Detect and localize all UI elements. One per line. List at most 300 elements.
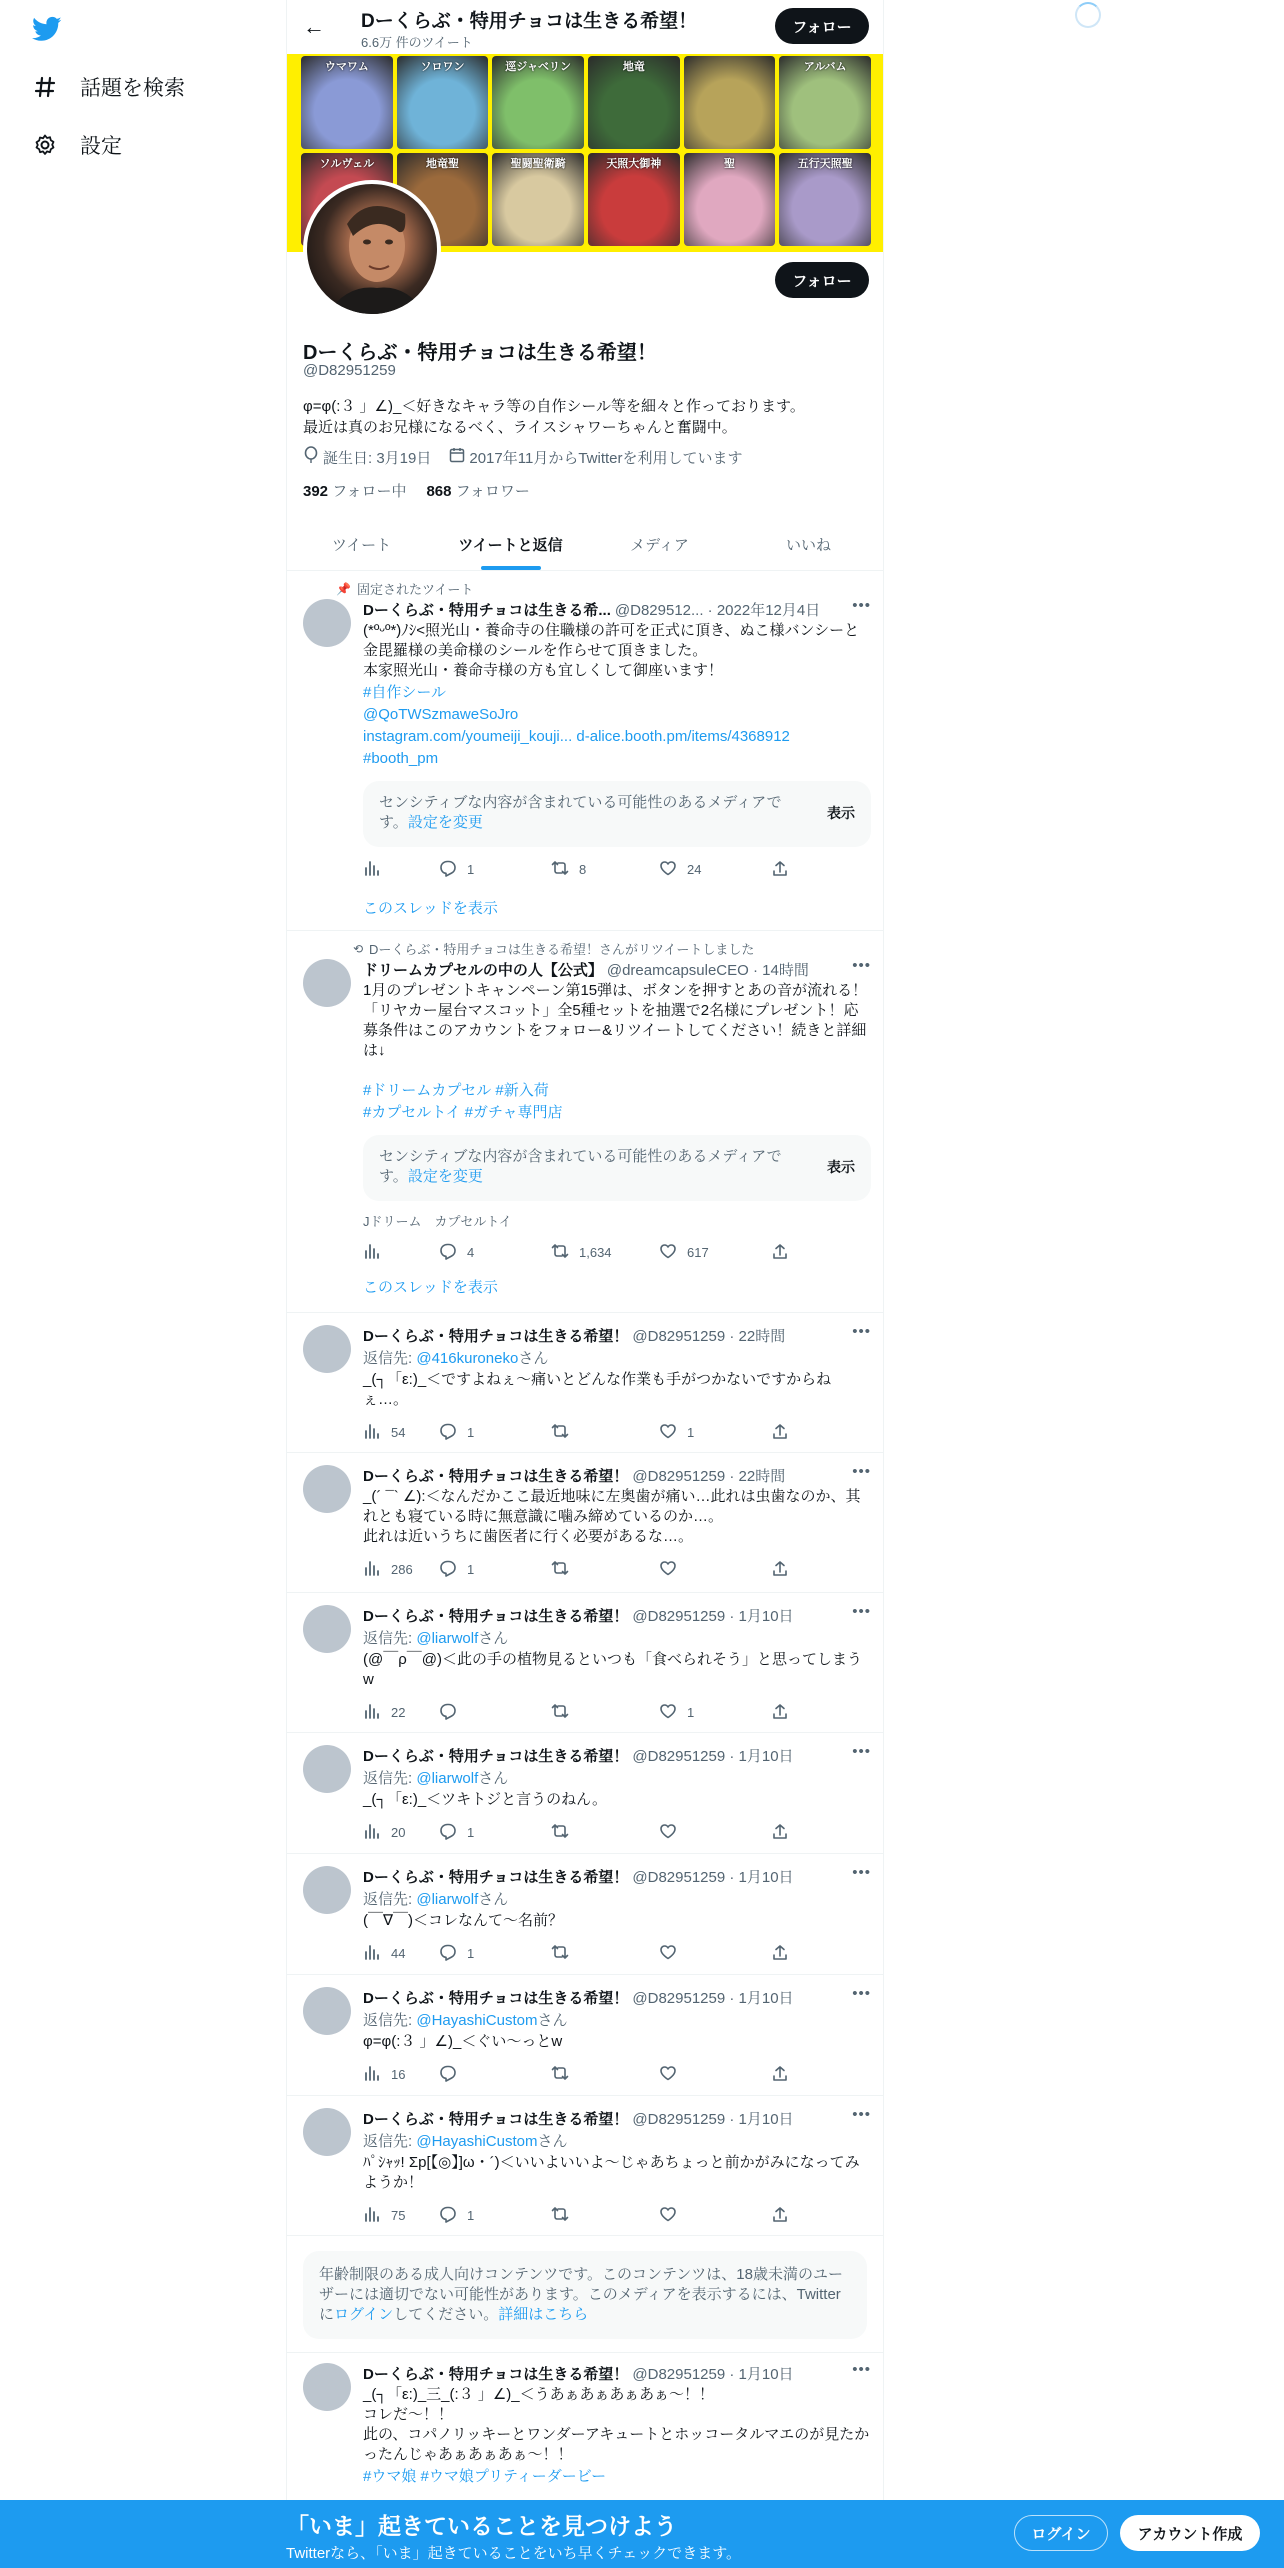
following-label: フォロー中 [332, 483, 407, 500]
tweet-actions [363, 1820, 871, 1844]
avatar[interactable] [303, 599, 351, 647]
tweet-header [363, 1987, 871, 2007]
reply-tweet[interactable] [287, 1733, 883, 1854]
banner-sticker-card [397, 56, 489, 149]
retweet-context-label: Dーくらぶ・特用チョコは生きる希望！さんがリツイートしました [369, 942, 755, 957]
tab-likes[interactable]: いいね [785, 536, 831, 554]
reply-suffix: さん [478, 1630, 509, 1647]
avatar[interactable] [303, 2108, 351, 2156]
pinned-context-label: 固定されたツイート [357, 582, 474, 597]
like-count: 1 [687, 1704, 695, 1720]
reply-prefix: 返信先: [363, 2012, 417, 2029]
like-icon [659, 1943, 677, 1964]
avatar[interactable] [303, 1987, 351, 2035]
reply-suffix: さん [478, 1770, 509, 1787]
tweet-meta[interactable]: @D82951259 · 1月10日 [632, 1748, 794, 1765]
like-icon [659, 1242, 677, 1263]
tweet-actions [363, 2062, 871, 2086]
reply-suffix: さん [537, 2133, 568, 2150]
more-icon[interactable]: ••• [852, 1864, 871, 1881]
reply-prefix: 返信先: [363, 1770, 417, 1787]
pinned-context [303, 579, 473, 598]
show-media-button[interactable]: 表示 [827, 805, 855, 821]
profile-tabs [287, 518, 883, 571]
banner-sticker-card [684, 153, 776, 246]
tweet-meta[interactable]: @D82951259 · 1月10日 [632, 1990, 794, 2007]
view-count: 16 [391, 2066, 406, 2082]
more-icon[interactable]: ••• [852, 1603, 871, 1620]
retweet-icon [551, 2064, 569, 2085]
tweet-author-name[interactable]: Dーくらぶ・特用チョコは生きる希望！ [363, 2366, 629, 2383]
sensitive-media-notice [363, 781, 871, 847]
bottom-bar-subtitle: Twitterなら、「いま」起きていることをいち早くチェックできます。 [286, 2545, 742, 2562]
sensitive-text: センシティブな内容が含まれている可能性のあるメディアです。 [379, 1148, 782, 1185]
like-button[interactable] [659, 2064, 771, 2085]
followers-label: フォロワー [455, 483, 530, 500]
like-button[interactable] [659, 2205, 771, 2226]
like-button[interactable] [659, 1242, 771, 1263]
view-count: 286 [391, 1561, 413, 1577]
banner-sticker-label: 天照大御神 [606, 158, 662, 170]
more-icon[interactable]: ••• [852, 1743, 871, 1760]
reply-to-link[interactable]: @liarwolf [416, 1630, 479, 1647]
tweet-header [363, 959, 871, 979]
tweet-header [363, 1465, 871, 1485]
tweet-text: _(´ ¯` ∠):＜なんだかここ最近地味に左奥歯が痛い…此れは虫歯なのか、其れとも寝ている時に無意識に噛み締めているのか…。 此れは近いうちに歯医者に行く必要があるな…。 [363, 1488, 861, 1545]
tweet-actions [363, 857, 871, 881]
avatar[interactable] [303, 1605, 351, 1653]
tweet-actions [363, 1700, 871, 1724]
share-icon[interactable] [771, 1243, 789, 1261]
views-button[interactable] [363, 1559, 439, 1580]
tweet-text: ﾊﾟｼｬｯ! Σp[【◎】]ω・´)＜いいよいいよ～じゃあちょっと前かがみになってみようか！ [363, 2154, 860, 2191]
tweet-body [363, 1745, 871, 1844]
share-icon[interactable] [771, 1560, 789, 1578]
tweet-header [363, 1866, 871, 1886]
hashtag-links[interactable]: #ドリームカプセル #新入荷 [363, 1082, 549, 1099]
view-count: 22 [391, 1704, 406, 1720]
views-button[interactable] [363, 1943, 439, 1964]
like-button[interactable] [659, 1822, 771, 1843]
reply-tweet[interactable] [287, 2096, 883, 2236]
back-arrow-icon[interactable]: ← [303, 14, 325, 39]
reply-to-line [363, 2009, 871, 2030]
mention-link[interactable]: @QoTWSzmaweSoJro [363, 706, 519, 723]
banner-sticker-card [684, 56, 776, 149]
avatar[interactable] [303, 959, 351, 1007]
views-icon [363, 1943, 381, 1964]
hashtag-links[interactable]: #ウマ娘 #ウマ娘プリティーダービー [363, 2468, 607, 2485]
banner-sticker-label: 地竜聖 [425, 158, 459, 170]
reply-count: 4 [467, 1244, 475, 1260]
twitter-logo-icon[interactable] [30, 14, 64, 44]
views-icon [363, 1559, 381, 1580]
login-link[interactable]: ログイン [334, 2306, 394, 2323]
url-links[interactable]: instagram.com/youmeiji_kouji... d-alice.booth.pm/items/4368912 [363, 728, 790, 745]
tweet-author-name[interactable]: Dーくらぶ・特用チョコは生きる希... [363, 602, 611, 619]
reply-icon [439, 1943, 457, 1964]
reply-suffix: さん [478, 1891, 509, 1908]
tweet-meta[interactable]: @D82951259 · 1月10日 [632, 2366, 794, 2383]
tweet-header [363, 2108, 871, 2128]
tweet-text: (@￣ρ￣@)＜此の手の植物見るといつも「食べられそう」と思ってしまうw [363, 1651, 862, 1688]
banner-sticker-label: アルバム [803, 61, 847, 73]
signup-bottom-bar [0, 2500, 1284, 2568]
banner-sticker-card [492, 153, 584, 246]
nav-explore[interactable] [32, 67, 185, 107]
change-settings-link[interactable]: 設定を変更 [407, 814, 483, 831]
banner-sticker-card [492, 56, 584, 149]
signup-button[interactable]: アカウント作成 [1120, 2515, 1260, 2551]
tweet-header [363, 2363, 871, 2383]
views-button[interactable] [363, 1242, 439, 1263]
reply-button[interactable] [439, 2205, 551, 2226]
following-link[interactable] [303, 480, 406, 501]
last-tweet[interactable] [287, 2352, 883, 2512]
joined-item [449, 446, 742, 468]
tweet-body [363, 1987, 871, 2086]
tweet-header [363, 1325, 871, 1345]
reply-prefix: 返信先: [363, 1891, 417, 1908]
reply-suffix: さん [537, 2012, 568, 2029]
reply-button[interactable] [439, 2064, 551, 2085]
like-button[interactable] [659, 1943, 771, 1964]
retweet-icon [551, 1822, 569, 1843]
joined-text: 2017年11月からTwitterを利用しています [469, 449, 743, 467]
banner-sticker-label: 地竜 [622, 61, 645, 73]
tweet-body [363, 1866, 871, 1965]
tweet-meta[interactable]: @D82951259 · 22時間 [632, 1468, 786, 1485]
like-button[interactable] [659, 1559, 771, 1580]
retweet-icon [551, 1702, 569, 1723]
reply-to-link[interactable]: @416kuroneko [416, 1350, 519, 1367]
reply-icon [439, 1559, 457, 1580]
tab-media[interactable]: メディア [630, 536, 689, 554]
retweet-icon [551, 1943, 569, 1964]
nav-settings-label: 設定 [80, 135, 122, 158]
like-icon [659, 1702, 677, 1723]
reply-button[interactable] [439, 1822, 551, 1843]
like-icon [659, 2205, 677, 2226]
like-button[interactable] [659, 859, 771, 880]
share-icon[interactable] [771, 2206, 789, 2224]
reply-to-link[interactable]: @liarwolf [416, 1770, 479, 1787]
details-link[interactable]: 詳細はこちら [498, 2306, 589, 2323]
view-count: 20 [391, 1824, 406, 1840]
main-column [286, 0, 884, 2500]
profile-avatar[interactable] [303, 180, 441, 318]
tweet-text: (￣∇￣)＜コレなんて～名前？ [363, 1912, 564, 1929]
age-text-2: してください。 [393, 2306, 499, 2323]
views-icon [363, 1822, 381, 1843]
tweet-meta[interactable]: @D82951259 · 1月10日 [632, 2111, 794, 2128]
views-button[interactable] [363, 2064, 439, 2085]
banner-sticker-card [588, 153, 680, 246]
tweet-header [363, 1745, 871, 1765]
share-icon[interactable] [771, 1423, 789, 1441]
tab-tweets-and-replies[interactable]: ツイートと返信 [436, 518, 585, 570]
like-button[interactable] [659, 1702, 771, 1723]
retweet-icon [551, 859, 569, 880]
tweet-body [363, 599, 871, 881]
profile-follow-button[interactable]: フォロー [775, 262, 869, 298]
like-icon [659, 1822, 677, 1843]
views-button[interactable] [363, 859, 439, 880]
reply-icon [439, 1242, 457, 1263]
tab-tweets[interactable]: ツイート [331, 536, 392, 554]
views-button[interactable] [363, 1702, 439, 1723]
avatar[interactable] [303, 1325, 351, 1373]
more-icon[interactable]: ••• [852, 957, 871, 974]
reply-button[interactable] [439, 859, 551, 880]
sensitive-media-notice [363, 1135, 871, 1201]
hashtag-link[interactable]: #自作シール [363, 684, 447, 701]
followers-count: 868 [426, 483, 452, 500]
more-icon[interactable]: ••• [852, 1463, 871, 1480]
reply-to-line [363, 2130, 871, 2151]
like-count: 24 [687, 861, 702, 877]
pin-icon: 📌 [336, 581, 351, 596]
like-icon [659, 1422, 677, 1443]
pinned-tweet[interactable] [287, 571, 883, 931]
retweet-icon [551, 1422, 569, 1443]
banner-sticker-label: ソロワン [420, 61, 465, 73]
reply-count: 1 [467, 2207, 475, 2223]
reply-to-link[interactable]: @HayashiCustom [416, 2012, 538, 2029]
header-tweet-count: 6.6万 件のツイート [361, 35, 473, 50]
reply-button[interactable] [439, 1422, 551, 1443]
reply-to-line [363, 1767, 871, 1788]
tweet-body [363, 1325, 871, 1444]
follow-stats [303, 480, 530, 501]
share-icon[interactable] [771, 1823, 789, 1841]
nav-settings[interactable] [32, 125, 122, 165]
more-icon[interactable]: ••• [852, 2361, 871, 2378]
like-icon [659, 859, 677, 880]
reply-to-line [363, 1347, 871, 1368]
retweet-button[interactable] [551, 1422, 659, 1443]
tweet-body [363, 2363, 871, 2487]
views-button[interactable] [363, 2205, 439, 2226]
reply-icon [439, 1422, 457, 1443]
reply-button[interactable] [439, 1943, 551, 1964]
more-icon[interactable]: ••• [852, 2106, 871, 2123]
tweet-text: 1月のプレゼントキャンペーン第15弾は、ボタンを押すとあの音が流れる！「リヤカー屋台マスコット」全5種セットを抽選で2名様にプレゼント！応募条件はこのアカウントをフォロー&リツイートしてください！続きと詳細は↓ [363, 982, 868, 1059]
profile-handle: @D82951259 [303, 362, 396, 379]
retweet-button[interactable] [551, 1702, 659, 1723]
hashtag-links[interactable]: #カプセルトイ #ガチャ専門店 [363, 1104, 563, 1121]
reply-icon [439, 2205, 457, 2226]
retweet-icon [551, 2205, 569, 2226]
reply-to-link[interactable]: @liarwolf [416, 1891, 479, 1908]
retweet-icon: ⟲ [352, 941, 363, 956]
reply-count: 1 [467, 1424, 475, 1440]
tweet-actions [363, 1420, 871, 1444]
avatar[interactable] [303, 1745, 351, 1793]
banner-sticker-label: 五行天照聖 [797, 158, 853, 170]
show-media-button[interactable]: 表示 [827, 1159, 855, 1175]
retweet-context [335, 939, 754, 958]
banner-sticker-label: 聖闘聖衛騎 [510, 158, 566, 170]
gear-icon [32, 132, 58, 158]
tweet-author-name[interactable]: Dーくらぶ・特用チョコは生きる希望！ [363, 1748, 629, 1765]
loading-spinner-icon [1075, 2, 1101, 28]
share-icon[interactable] [771, 860, 789, 878]
tweet-author-name[interactable]: Dーくらぶ・特用チョコは生きる希望！ [363, 1328, 629, 1345]
age-text: 年齢制限のある成人向けコンテンツです。このコンテンツは、18歳未満のユーザーには適切でない可能性があります。このメディアを表示するには、Twitterに [319, 2266, 843, 2323]
view-count: 54 [391, 1424, 406, 1440]
reply-count: 1 [467, 861, 475, 877]
retweet-button[interactable] [551, 859, 659, 880]
like-count: 617 [687, 1244, 709, 1260]
tweet-author-name[interactable]: ドリームカプセルの中の人【公式】 [363, 962, 603, 979]
tweet-author-name[interactable]: Dーくらぶ・特用チョコは生きる希望！ [363, 1608, 629, 1625]
view-count: 44 [391, 1945, 406, 1961]
views-icon [363, 859, 381, 880]
balloon-icon [303, 446, 319, 468]
show-thread-link[interactable]: このスレッドを表示 [363, 900, 498, 917]
view-count: 75 [391, 2207, 406, 2223]
reply-prefix: 返信先: [363, 2133, 417, 2150]
reply-button[interactable] [439, 1242, 551, 1263]
banner-sticker-label: 逕ジャベリン [505, 61, 572, 73]
reply-suffix: さん [518, 1350, 549, 1367]
retweet-count: 1,634 [579, 1244, 612, 1260]
views-icon [363, 2205, 381, 2226]
views-icon [363, 1422, 381, 1443]
birthday-item [303, 446, 431, 468]
tweet-actions [363, 1240, 871, 1264]
tweet-meta[interactable]: @D829512... · 2022年12月4日 [614, 602, 821, 619]
tweet-text: φ=φ(:３ 」∠)_＜ぐい～っとw [363, 2033, 563, 2050]
reply-tweet[interactable] [287, 1975, 883, 2096]
tweet-author-name[interactable]: Dーくらぶ・特用チョコは生きる希望！ [363, 2111, 629, 2128]
retweet-button[interactable] [551, 1943, 659, 1964]
views-icon [363, 1242, 381, 1263]
banner-sticker-card [301, 56, 393, 149]
hashtag-link[interactable]: #booth_pm [363, 750, 439, 767]
reply-tweet[interactable] [287, 1453, 883, 1593]
reply-button[interactable] [439, 1702, 551, 1723]
tweet-meta[interactable]: @D82951259 · 22時間 [632, 1328, 786, 1345]
reply-button[interactable] [439, 1559, 551, 1580]
tweet-text: (*ºᵕº*)ﾉｼ<照光山・養命寺の住職様の許可を正式に頂き、ぬこ様バンシーと金毘羅様の美命様のシールを作らせて頂きました。 本家照光山・養命寺様の方も宜しくして御座います！ [363, 622, 860, 679]
tweet-author-name[interactable]: Dーくらぶ・特用チョコは生きる希望！ [363, 1990, 629, 2007]
tweet-meta[interactable]: @D82951259 · 1月10日 [632, 1869, 794, 1886]
more-icon[interactable]: ••• [852, 597, 871, 614]
profile-bio [303, 396, 863, 438]
views-button[interactable] [363, 1422, 439, 1443]
retweet-button[interactable] [551, 2064, 659, 2085]
tweet-text: _(┐「ε:)_＜ツキトジと言うのねん。 [363, 1791, 608, 1808]
header-follow-button[interactable]: フォロー [775, 8, 869, 44]
change-settings-link[interactable]: 設定を変更 [407, 1168, 483, 1185]
retweet-icon [551, 1559, 569, 1580]
like-button[interactable] [659, 1422, 771, 1443]
show-thread-link[interactable]: このスレッドを表示 [363, 1279, 498, 1296]
media-source-label: Jドリーム カプセルトイ [363, 1214, 512, 1229]
tweet-body [363, 2108, 871, 2227]
tweet-actions [363, 1557, 871, 1581]
views-button[interactable] [363, 1822, 439, 1843]
retweet-button[interactable] [551, 1242, 659, 1263]
tweet-author-name[interactable]: Dーくらぶ・特用チョコは生きる希望！ [363, 1869, 629, 1886]
reply-count: 1 [467, 1561, 475, 1577]
reply-icon [439, 1702, 457, 1723]
reply-count: 1 [467, 1945, 475, 1961]
reply-icon [439, 2064, 457, 2085]
bio-line: 最近は真のお兄様になるべく、ライスシャワーちゃんと奮闘中。 [303, 419, 737, 436]
tweet-header [363, 1605, 871, 1625]
calendar-icon [449, 447, 465, 467]
banner-sticker-card [779, 56, 871, 149]
bottom-bar-title: 「いま」起きていることを見つけよう [286, 2513, 677, 2539]
reply-tweet[interactable] [287, 1593, 883, 1733]
banner-sticker-card [779, 153, 871, 246]
retweet-button[interactable] [551, 2205, 659, 2226]
reply-to-line [363, 1627, 871, 1648]
avatar[interactable] [303, 1465, 351, 1513]
following-count: 392 [303, 483, 329, 500]
portrait-image [307, 184, 437, 314]
retweet-button[interactable] [551, 1822, 659, 1843]
hashtag-icon [32, 74, 58, 100]
banner-sticker-label: ウマワム [324, 61, 369, 73]
tweet-author-name[interactable]: Dーくらぶ・特用チョコは生きる希望！ [363, 1468, 629, 1485]
retweet-count: 8 [579, 861, 587, 877]
avatar[interactable] [303, 2363, 351, 2411]
tweet-meta[interactable]: @dreamcapsuleCEO · 14時間 [606, 962, 809, 979]
retweeted-tweet[interactable] [287, 931, 883, 1313]
avatar[interactable] [303, 1866, 351, 1914]
left-nav [0, 0, 286, 2568]
tweet-meta[interactable]: @D82951259 · 1月10日 [632, 1608, 794, 1625]
reply-tweet[interactable] [287, 1854, 883, 1975]
header-title: Dーくらぶ・特用チョコは生きる希望！ [361, 11, 698, 32]
share-icon[interactable] [771, 2065, 789, 2083]
reply-icon [439, 859, 457, 880]
login-button[interactable]: ログイン [1014, 2515, 1108, 2551]
followers-link[interactable] [426, 480, 529, 501]
retweet-icon [551, 1242, 569, 1263]
age-restricted-notice [303, 2251, 867, 2339]
retweet-button[interactable] [551, 1559, 659, 1580]
more-icon[interactable]: ••• [852, 1985, 871, 2002]
reply-tweet[interactable] [287, 1313, 883, 1453]
reply-to-line [363, 1888, 871, 1909]
share-icon[interactable] [771, 1703, 789, 1721]
tweet-text: _(┐「ε:)_三_(:３ 」∠)_＜うあぁあぁあぁあぁ〜！！ コレだ〜！！ 此の、コパノリッキーとワンダーアキュートとホッコータルマエのが見たかったんじゃあぁあぁあぁ〜！！ [363, 2386, 870, 2463]
tweet-body [363, 1605, 871, 1724]
profile-name: Dーくらぶ・特用チョコは生きる希望！ [303, 342, 657, 364]
reply-prefix: 返信先: [363, 1350, 417, 1367]
like-count: 1 [687, 1424, 695, 1440]
bio-line: φ=φ(:３ 」∠)_＜好きなキャラ等の自作シール等を細々と作っております。 [303, 398, 805, 415]
like-icon [659, 1559, 677, 1580]
share-icon[interactable] [771, 1944, 789, 1962]
tweet-actions [363, 2203, 871, 2227]
banner-sticker-label: ソルヴェル [319, 158, 375, 170]
reply-to-link[interactable]: @HayashiCustom [416, 2133, 538, 2150]
views-icon [363, 2064, 381, 2085]
reply-count: 1 [467, 1824, 475, 1840]
banner-sticker-label: 聖 [723, 158, 735, 170]
tweet-header [363, 599, 871, 619]
views-icon [363, 1702, 381, 1723]
more-icon[interactable]: ••• [852, 1323, 871, 1340]
tweet-actions [363, 1941, 871, 1965]
reply-icon [439, 1822, 457, 1843]
